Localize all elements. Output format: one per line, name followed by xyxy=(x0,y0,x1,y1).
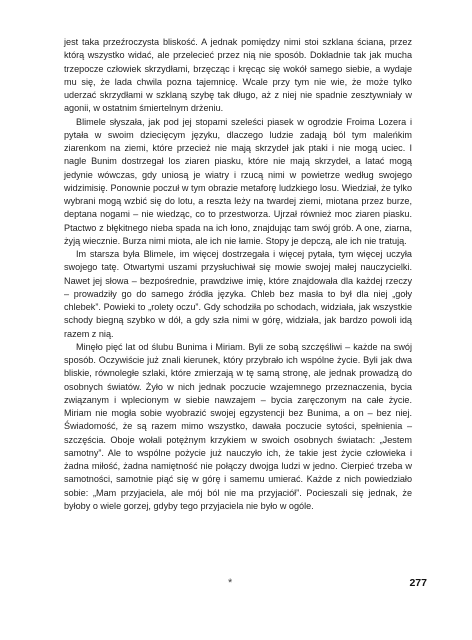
page-number: 277 xyxy=(409,577,427,589)
page-footer xyxy=(0,577,472,593)
paragraph-4: Minęło pięć lat od ślubu Bunima i Miriam. Byli ze sobą szczęśliwi – każde na swój sposób. Oczywiście już znali kierunek, który przybrało ich wspólne życie. Byli jak dwa bliskie, równoległe szlaki, które zmierzają w tę samą stronę, ale jednak prowadzą do osobnych światów. Żyło w nich jednak poczucie wzajemnego przeznaczenia, bycia związanym i wplecionym w siebie nawzajem – bycia zaręczonym na całe życie. Miriam nie mogła sobie wyobrazić swojej egzystencji bez Bunima, a on – bez niej. Świadomość, że są razem mimo wszystko, dawała poczucie sytości, spełnienia – szczęścia. Oboje wołali potężnym krzykiem w swoich osobnych światach: „Jestem samotny”. Ale to wspólne pożycie już nauczyło ich, że takie jest życie człowieka i żadna miłość, żadna namiętność nie połączy dwojga ludzi w jedno. Cierpieć trzeba w samotności, samotnie piąć się w górę i samemu umierać. Każde z nich powiedziało sobie: „Mam przyjaciela, ale mój ból nie ma przyjaciół”. Pocieszali się jednak, że byłoby o wiele gorzej, gdyby tego przyjaciela nie było w ogóle. xyxy=(64,341,412,511)
paragraph-1: jest taka przeźroczysta bliskość. A jednak pomiędzy nimi stoi szklana ściana, przez którą wszystko widać, ale przelecieć przez nią nie sposób. Dokładnie tak jak mucha trzepocze człowiek skrzydłami, brzęcząc i kręcąc się wokół samego siebie, a wydaje mu się, że lada chwila pozna tajemnicę. Wcale przy tym nie wie, że może tylko uderzać skrzydłami w szklaną szybę tak długo, aż z niej nie spadnie zesztywniały w agonii, w ostatnim śmiertelnym drżeniu. xyxy=(64,37,412,114)
paragraph-2: Blimele słyszała, jak pod jej stopami szeleści piasek w ogrodzie Froima Lozera i pytała w swoim dziecięcym języku, dlaczego ludzie zadają ból tym maleńkim ziarenkom na ziemi, które przecież nie mają skrzydeł jak ptaki i nie mogą uciec. I nagle Bunim dostrzegał los ziaren piasku, które nie mają skrzydeł, a latać mogą jedynie wówczas, gdy uniosą je wiatry i rzucą nimi w powietrze według swojego widzimisię. Ponownie poczuł w tym obrazie metaforę ludzkiego losu. Wiedział, że tylko wybrani mogą wzbić się do lotu, a reszta leży na twardej ziemi, miotana przez burze, deptana nogami – nie wiedząc, co to przestworza. Ujrzał również moc ziaren piasku. Ptactwo z błękitnego nieba spada na ich łono, znajdując tam swój grób. A one, ziarna, żyją wiecznie. Burza nimi miota, ale ich nie łamie. Stopy je depczą, ale ich nie tratują. xyxy=(64,116,412,246)
asterisk-ornament: * xyxy=(228,577,233,589)
paragraph-3: Im starsza była Blimele, im więcej dostrzegała i więcej pytała, tym więcej uczyła swojego tatę. Otwartymi uszami przysłuchiwał się mowie swojej małej nauczycielki. Nawet jej słowa – bezpośrednie, prawdziwe imię, które znajdowała dla każdej rzeczy – prowadziły go do samego źródła języka. Chleb bez masła to był dla niej „goły chlebek”. Powieki to „rolety oczu”. Gdy schodziła po schodach, widziała, jak wszystkie schody biegną szybko w dół, a gdy szła nimi w górę, widziała, jak bardzo powoli idą razem z nią. xyxy=(64,249,412,339)
text-column xyxy=(64,36,412,513)
